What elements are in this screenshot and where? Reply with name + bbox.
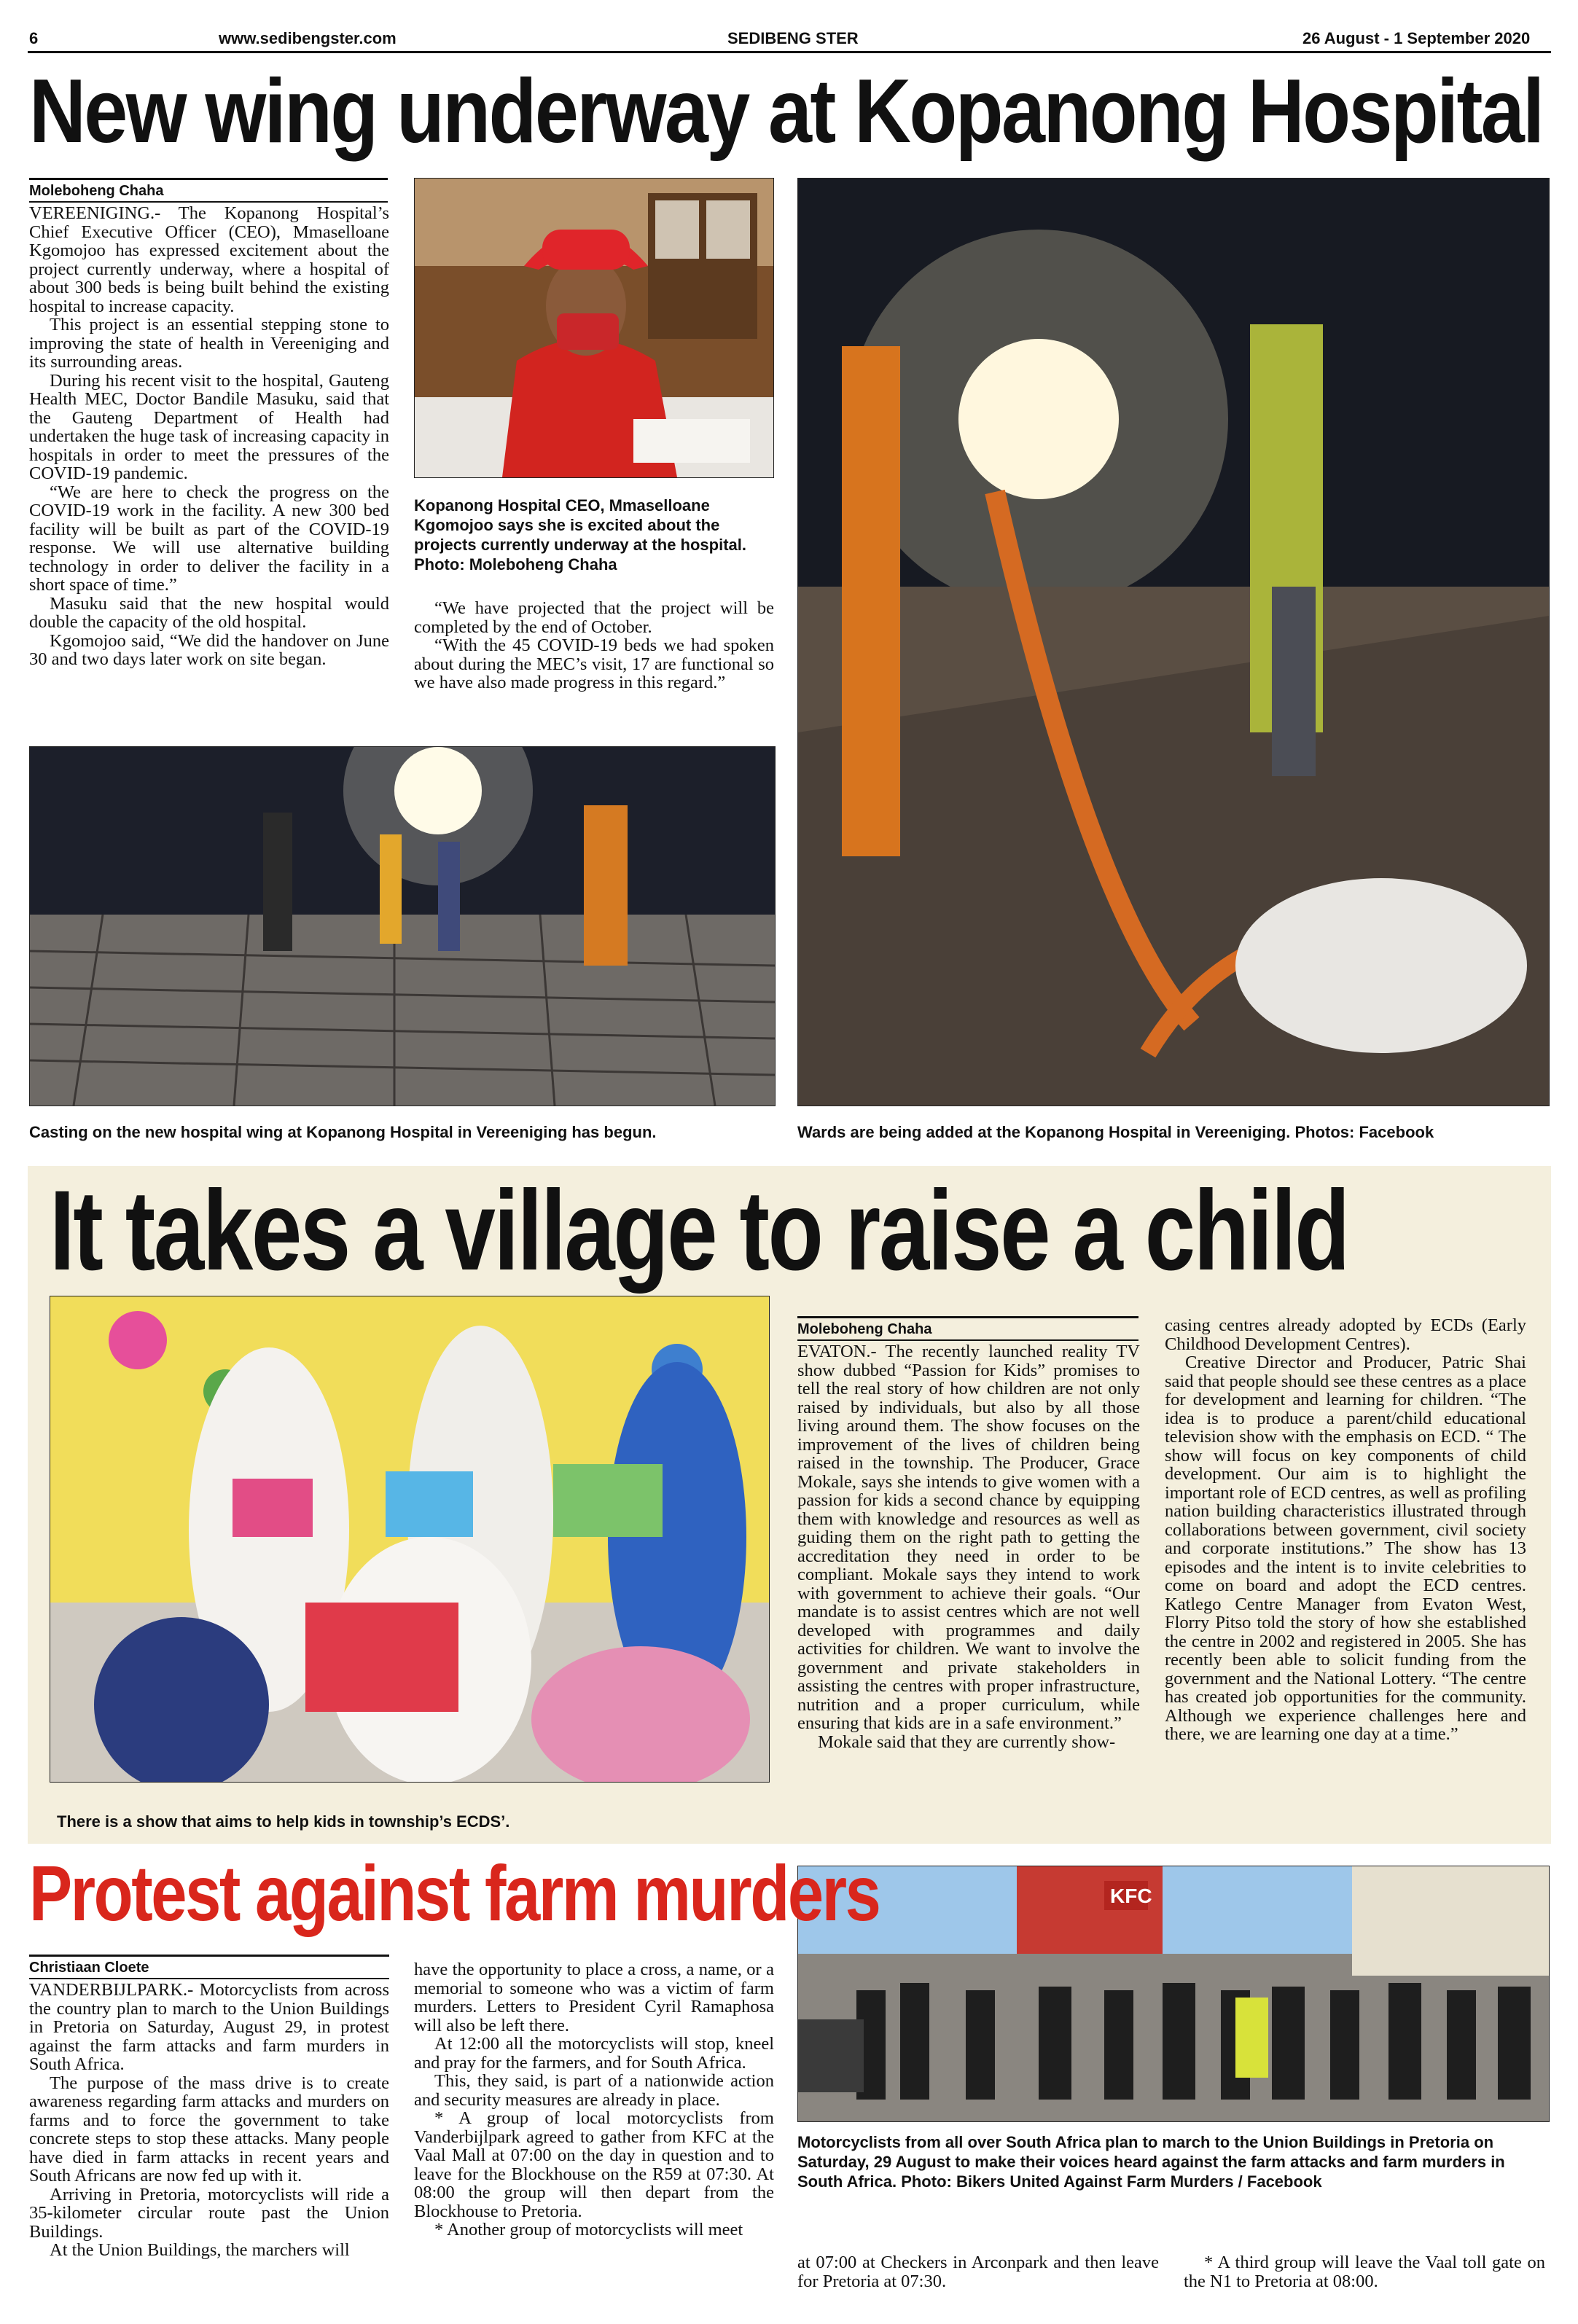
issue-date: 26 August - 1 September 2020 <box>1302 29 1531 47</box>
header-rule <box>28 51 1551 53</box>
story3-headline: Protest against farm murders <box>29 1849 880 1937</box>
motorcyclists-photo-caption: Motorcyclists from all over South Africa plan to march to the Union Buildings in Pretoria on Saturday, 29 August to make their voices heard against the farm attacks and farm murders in South Africa. Photo: Bikers United Against Farm Murders / Facebook <box>797 2133 1505 2191</box>
paragraph: Arriving in Pretoria, motorcyclists will ride a 35-kilometer circular route past the Union Buildings. <box>29 2184 389 2242</box>
kids-photo-caption: There is a show that aims to help kids in township’s ECDS’. <box>57 1812 510 1831</box>
kids-photo <box>50 1296 770 1783</box>
paragraph: Masuku said that the new hospital would double the capacity of the old hospital. <box>29 593 389 632</box>
story2-column-2 <box>1165 1316 1526 1744</box>
wards-photo-caption: Wards are being added at the Kopanong Hospital in Vereeniging. Photos: Facebook <box>797 1123 1434 1141</box>
story2-byline: Moleboheng Chaha <box>797 1316 1138 1341</box>
paragraph: Kgomojoo said, “We did the handover on June 30 and two days later work on site began. <box>29 630 389 669</box>
paragraph: “With the 45 COVID-19 beds we had spoken about during the MEC’s visit, 17 are functional so we have also made progress in this regard.” <box>414 635 774 692</box>
paragraph: “We have projected that the project will be completed by the end of October. <box>414 598 774 637</box>
kfc-sign-text: KFC <box>1110 1885 1152 1907</box>
paragraph: have the opportunity to place a cross, a name, or a memorial to someone who was a victim of farm murders. Letters to President Cyril Ramaphosa will also be left there. <box>414 1960 774 2035</box>
website: www.sedibengster.com <box>219 29 397 47</box>
ceo-photo-caption: Kopanong Hospital CEO, Mmaselloane Kgomojoo says she is excited about the projects currently underway at the hospital. Photo: Moleboheng Chaha <box>414 496 746 574</box>
paragraph: “We are here to check the progress on the COVID-19 work in the facility. A new 300 bed facility will be built as part of the COVID-19 response. We will use alternative building technology in order to deliver the facility in a short space of time.” <box>29 482 389 595</box>
paragraph: * A group of local motorcyclists from Vanderbijlpark agreed to gather from KFC at the Vaal Mall at 07:00 on the day in question and to leave for the Blockhouse on the R59 at 07:30. At 08:00 the group will then depart from the Blockhouse to Pretoria. <box>414 2108 774 2221</box>
paragraph: casing centres already adopted by ECDs (Early Childhood Development Centres). <box>1165 1315 1526 1354</box>
motorcyclists-photo <box>797 1866 1550 2122</box>
casting-photo <box>29 746 776 1106</box>
page-number: 6 <box>29 29 39 47</box>
paragraph: At 12:00 all the motorcyclists will stop, kneel and pray for the farmers, and for South Africa. <box>414 2034 774 2073</box>
paragraph: EVATON.- The recently launched reality TV show dubbed “Passion for Kids” promises to tell the real story of how children are not only raised by individuals, but also by all those living around them. The show focuses on the improvement of the lives of children being raised in the township. The Producer, Grace Mokale, says she intends to give women with a passion for kids a second chance by equipping them with knowledge and resources as well as guiding them on the right path to getting the accreditation they need in order to be compliant. Mokale says they intend to work with government to achieve their goals. “Our mandate is to assist centres which are not well developed with programmes and daily activities for children. We want to involve the government and private stakeholders in assisting the centres with proper infrastructure, nutrition and a proper curriculum, while ensuring that kids are in a safe environment.” <box>797 1342 1140 1733</box>
story3-column-1 <box>29 1981 389 2260</box>
paragraph: This project is an essential stepping stone to improving the state of health in Vereeniging and its surrounding areas. <box>29 315 389 372</box>
paragraph: During his recent visit to the hospital, Gauteng Health MEC, Doctor Bandile Masuku, said that the Gauteng Department of Health had undertaken the huge task of increasing capacity in hospitals in order to meet the pressures of the COVID-19 pandemic. <box>29 370 389 483</box>
story1-headline: New wing underway at Kopanong Hospital <box>29 61 1543 162</box>
story3-column-4 <box>1184 2253 1545 2290</box>
paragraph: Mokale said that they are currently show- <box>818 1732 1116 1752</box>
paragraph: At the Union Buildings, the marchers will <box>50 2240 350 2260</box>
story1-column-1 <box>29 204 389 669</box>
paragraph: * Another group of motorcyclists will meet <box>434 2220 743 2239</box>
paragraph: VANDERBIJLPARK.- Motorcyclists from across the country plan to march to the Union Buildings in Pretoria on Saturday, August 29, in protest against the farm attacks and farm murders in South Africa. <box>29 1980 389 2074</box>
paragraph: * A third group will leave the Vaal toll gate on the N1 to Pretoria at 08:00. <box>1184 2253 1545 2291</box>
story1-byline: Moleboheng Chaha <box>29 178 388 203</box>
wards-photo <box>797 178 1550 1106</box>
story3-column-2 <box>414 1960 774 2239</box>
paragraph: The purpose of the mass drive is to create awareness regarding farm attacks and murders on farms and to force the government to take concrete steps to stop these attacks. Many people have died in farm attacks in recent years and South Africans are now fed up with it. <box>29 2073 389 2186</box>
paragraph: VEREENIGING.- The Kopanong Hospital’s Chief Executive Officer (CEO), Mmaselloane Kgomojoo has expressed excitement about the project currently underway, where a hospital of about 300 beds is being built behind the existing hospital to increase capacity. <box>29 203 389 316</box>
story2-column-1 <box>797 1342 1140 1751</box>
ceo-photo <box>414 178 774 478</box>
paper-name: SEDIBENG STER <box>727 29 859 47</box>
story2-headline: It takes a village to raise a child <box>50 1167 1348 1294</box>
story1-column-2 <box>414 599 774 692</box>
story3-byline: Christiaan Cloete <box>29 1955 389 1979</box>
story3-column-3 <box>797 2253 1159 2290</box>
paragraph: Creative Director and Producer, Patric Shai said that people should see these centres as a place for development and learning for children. “The idea is to produce a parent/child educational television show with the emphasis on ECD. “ The show will focus on key components of child development. Our aim is to highlight the important role of ECD centres, as well as profiling nation building characteristics illustrated through collaborations between government, civil society and corporate institutions.” The show has 13 episodes and the intent is to invite celebrities to come on board and adopt the ECD centres. Katlego Centre Manager from Evaton West, Florry Pitso told the story of how she established the centre in 2002 and registered in 2005. She has recently been able to solicit funding from the government and the National Lottery. “The centre has created job opportunities for the community. Although we experience challenges here and there, we are learning one day at a time.” <box>1165 1353 1526 1744</box>
paragraph: at 07:00 at Checkers in Arconpark and then leave for Pretoria at 07:30. <box>797 2253 1159 2291</box>
casting-photo-caption: Casting on the new hospital wing at Kopanong Hospital in Vereeniging has begun. <box>29 1123 657 1141</box>
paragraph: This, they said, is part of a nationwide action and security measures are already in place. <box>414 2071 774 2110</box>
